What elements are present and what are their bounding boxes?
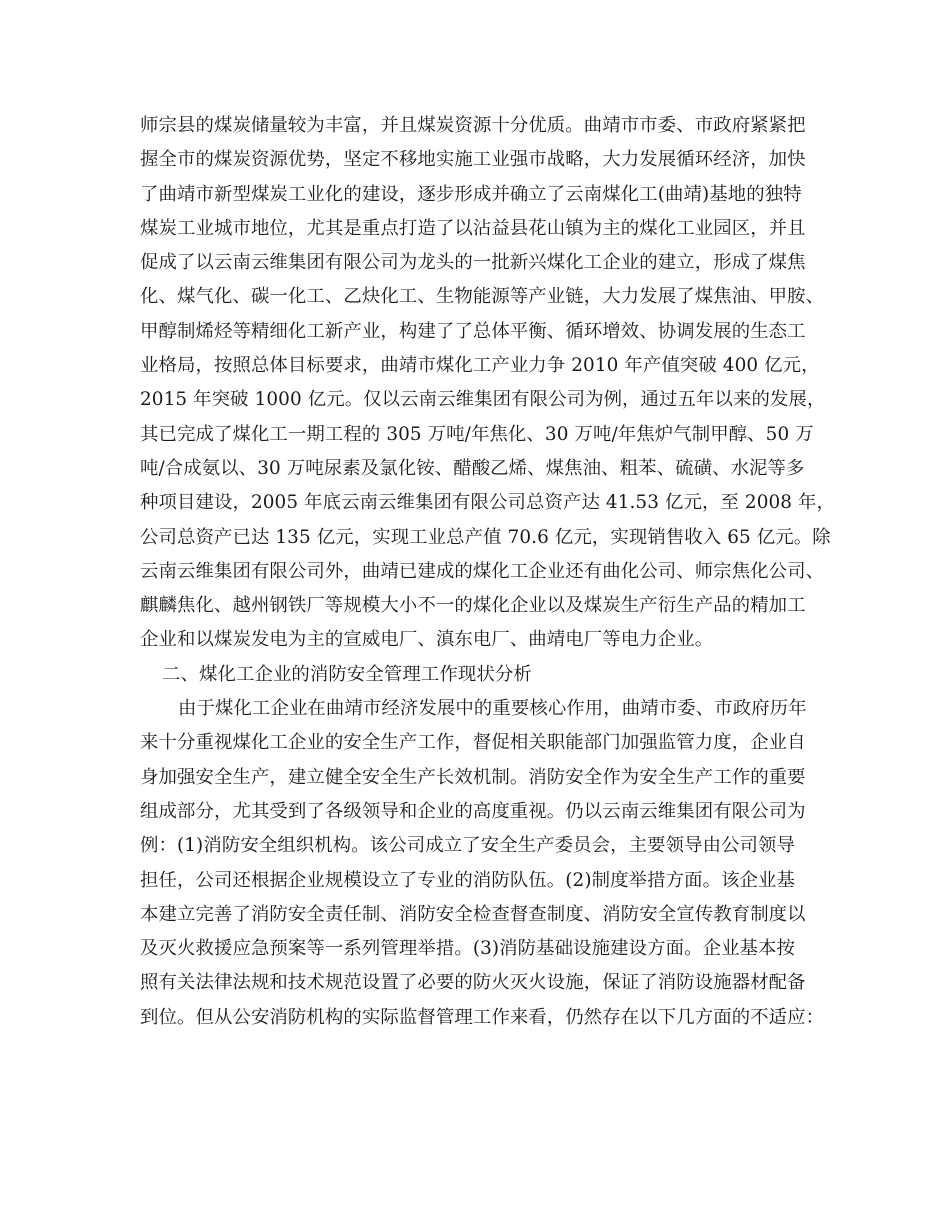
- paragraph-line: 照有关法律法规和技术规范设置了必要的防火灭火设施，保证了消防设施器材配备: [140, 972, 806, 994]
- paragraph-line: 及灭火救援应急预案等一系列管理举措。(3)消防基础设施建设方面。企业基本按: [140, 938, 796, 960]
- section-heading: 二、煤化工企业的消防安全管理工作现状分析: [162, 663, 532, 685]
- paragraph-line: 师宗县的煤炭储量较为丰富，并且煤炭资源十分优质。曲靖市市委、市政府紧紧把: [140, 115, 806, 136]
- paragraph-line: 2015 年突破 1000 亿元。仅以云南云维集团有限公司为例，通过五年以来的发展，: [140, 389, 826, 411]
- paragraph-line: 业格局，按照总体目标要求，曲靖市煤化工产业力争 2010 年产值突破 400 亿元，: [140, 355, 820, 377]
- paragraph-line: 企业和以煤炭发电为主的宣威电厂、滇东电厂、曲靖电厂等电力企业。: [140, 629, 714, 651]
- paragraph-line: 身加强安全生产，建立健全安全生产长效机制。消防安全作为安全生产工作的重要: [140, 766, 806, 788]
- paragraph-line: 种项目建设，2005 年底云南云维集团有限公司总资产达 41.53 亿元，至 2008 年，: [140, 492, 836, 514]
- paragraph-line: 公司总资产已达 135 亿元，实现工业总产值 70.6 亿元，实现销售收入 65 亿元。除: [140, 526, 831, 548]
- paragraph-line: 化、煤气化、碳一化工、乙炔化工、生物能源等产业链，大力发展了煤焦油、甲胺、: [140, 286, 825, 308]
- paragraph-line: 了曲靖市新型煤炭工业化的建设，逐步形成并确立了云南煤化工(曲靖)基地的独特: [140, 183, 802, 205]
- paragraph-line: 麒麟焦化、越州钢铁厂等规模大小不一的煤化企业以及煤炭生产衍生产品的精加工: [140, 595, 806, 617]
- paragraph-line: 组成部分，尤其受到了各级领导和企业的高度重视。仍以云南云维集团有限公司为: [140, 800, 806, 822]
- paragraph-line: 由于煤化工企业在曲靖市经济发展中的重要核心作用，曲靖市委、市政府历年: [178, 698, 807, 720]
- paragraph-line: 握全市的煤炭资源优势，坚定不移地实施工业强市战略，大力发展循环经济，加快: [140, 149, 806, 171]
- paragraph-line: 促成了以云南云维集团有限公司为龙头的一批新兴煤化工企业的建立，形成了煤焦: [140, 252, 806, 274]
- paragraph-line: 云南云维集团有限公司外，曲靖已建成的煤化工企业还有曲化公司、师宗焦化公司、: [140, 560, 825, 582]
- paragraph-line: 吨/合成氨以、30 万吨尿素及氯化铵、醋酸乙烯、煤焦油、粗苯、硫磺、水泥等多: [140, 457, 805, 479]
- paragraph-line: 其已完成了煤化工一期工程的 305 万吨/年焦化、30 万吨/年焦炉气制甲醇、50 万: [140, 423, 814, 445]
- document-body: [140, 109, 840, 1035]
- paragraph-line: 来十分重视煤化工企业的安全生产工作，督促相关职能部门加强监管力度，企业自: [140, 732, 806, 754]
- paragraph-line: 本建立完善了消防安全责任制、消防安全检查督查制度、消防安全宣传教育制度以: [140, 903, 806, 925]
- paragraph-line: 甲醇制烯烃等精细化工新产业，构建了了总体平衡、循环增效、协调发展的生态工: [140, 320, 806, 342]
- paragraph-line: 例：(1)消防安全组织机构。该公司成立了安全生产委员会，主要领导由公司领导: [140, 835, 796, 857]
- paragraph-line: 煤炭工业城市地位，尤其是重点打造了以沾益县花山镇为主的煤化工业园区，并且: [140, 217, 806, 239]
- paragraph-line: 担任，公司还根据企业规模设立了专业的消防队伍。(2)制度举措方面。该企业基: [140, 869, 796, 891]
- paragraph-line: 到位。但从公安消防机构的实际监督管理工作来看，仍然存在以下几方面的不适应：: [140, 1006, 825, 1028]
